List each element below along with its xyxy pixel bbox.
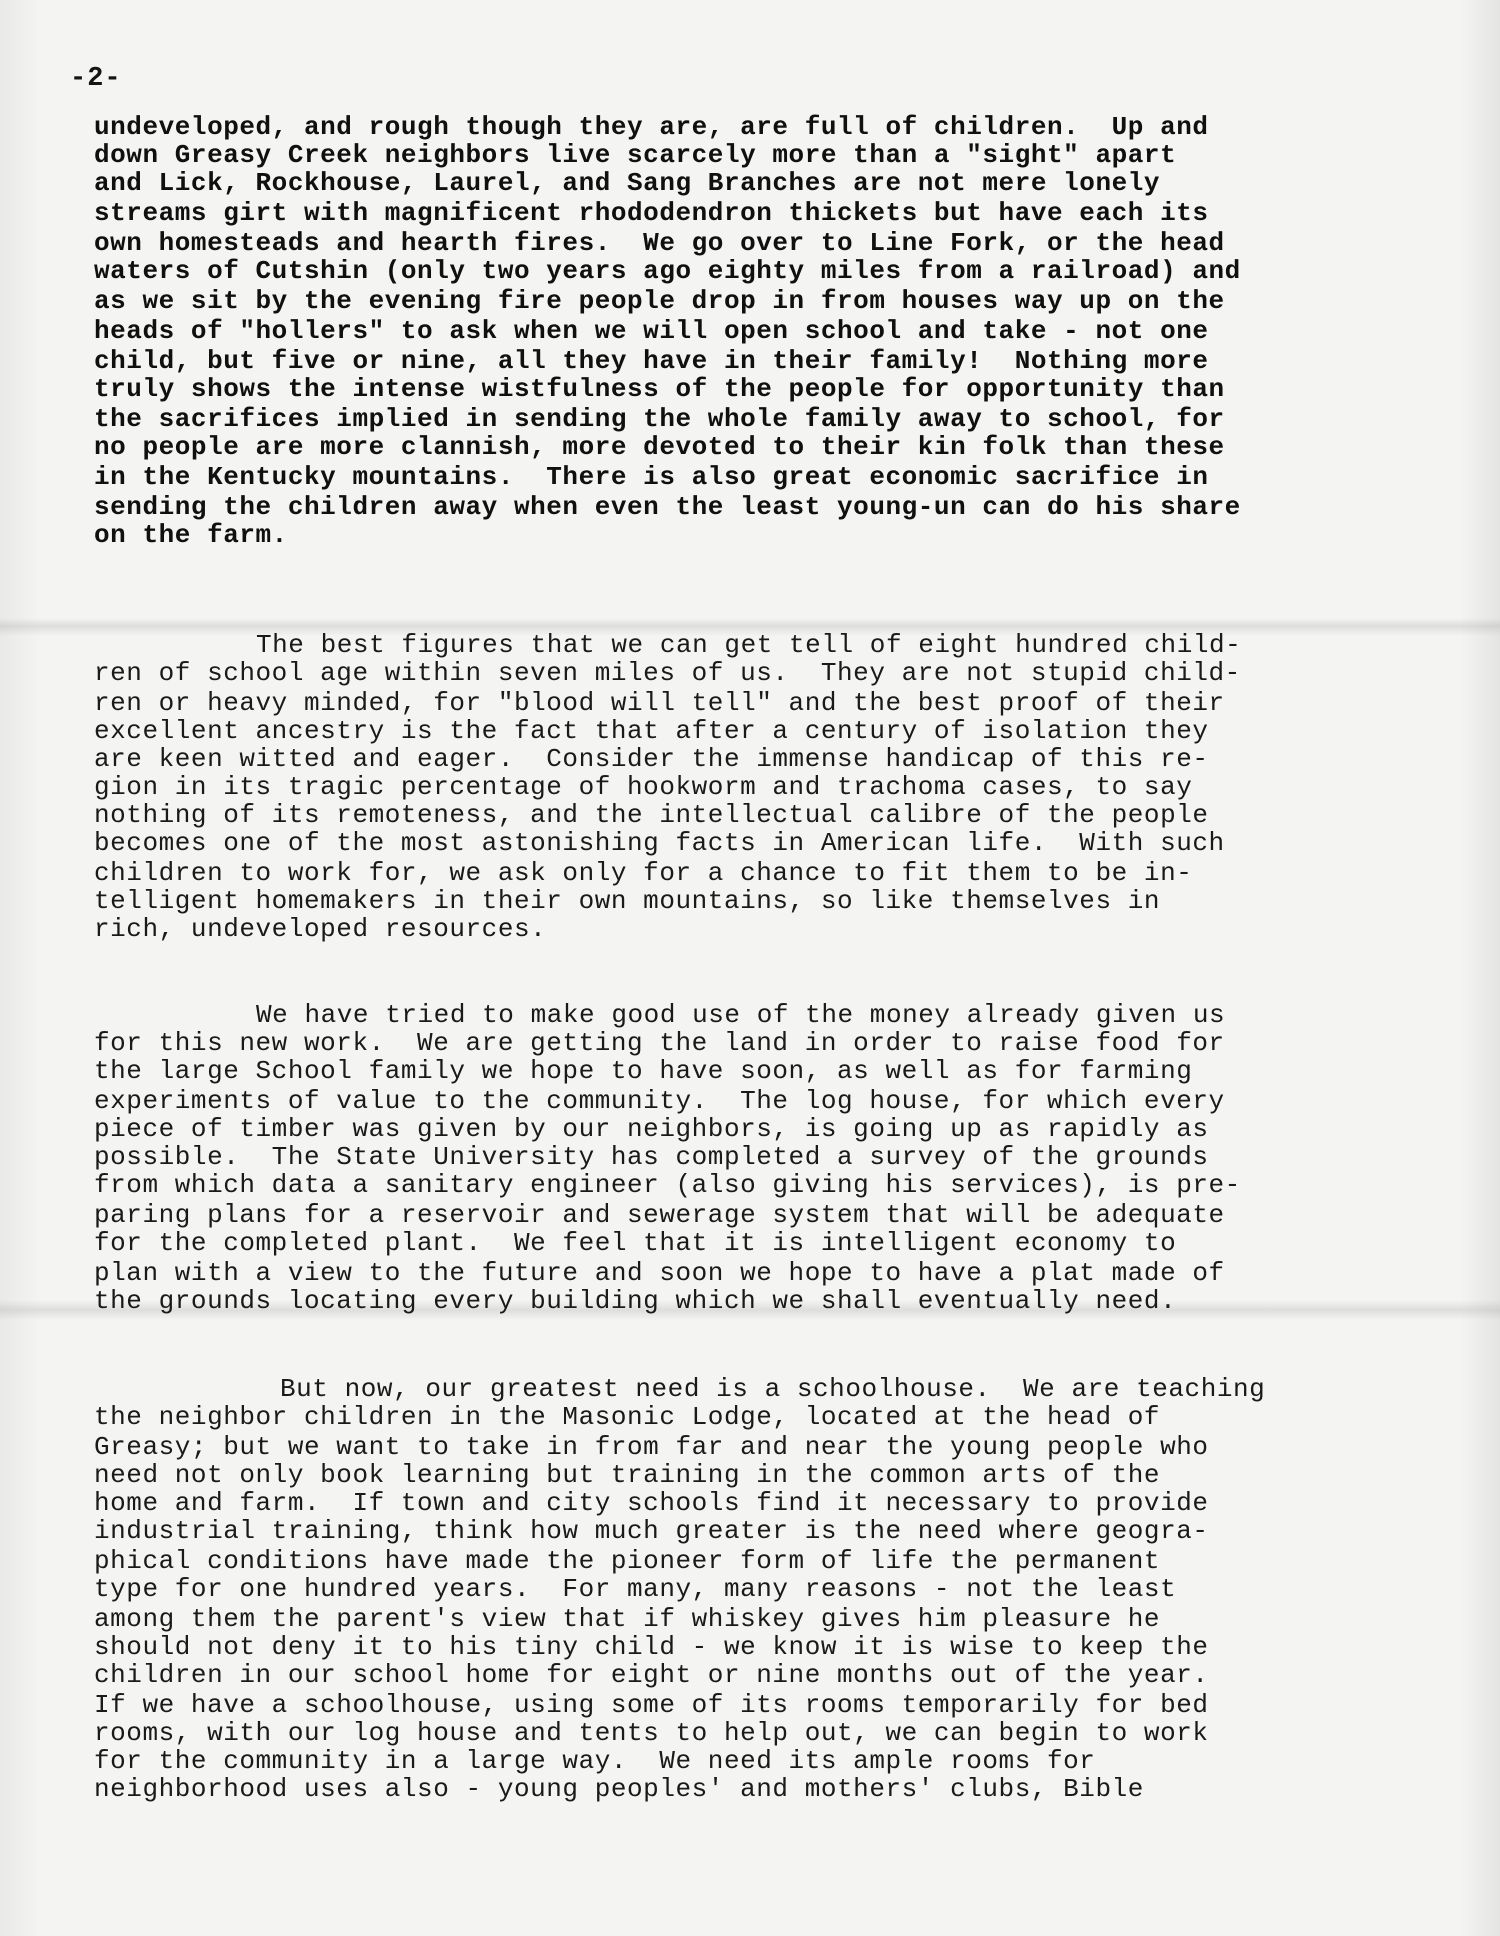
text-line: for the completed plant. We feel that it is intelligent economy to [94,1228,1177,1258]
text-line: home and farm. If town and city schools find it necessary to provide [94,1488,1209,1518]
text-line: becomes one of the most astonishing facts in American life. With such [94,828,1225,858]
text-line: ren or heavy minded, for "blood will tell" and the best proof of their [94,688,1225,718]
text-line: on the farm. [94,520,288,550]
text-line: We have tried to make good use of the money already given us [256,1000,1226,1030]
text-line: piece of timber was given by our neighbors, is going up as rapidly as [94,1114,1209,1144]
text-line: telligent homemakers in their own mountains, so like themselves in [94,886,1161,916]
text-line: heads of "hollers" to ask when we will open school and take - not one [94,316,1209,346]
text-line: need not only book learning but training in the common arts of the [94,1460,1161,1490]
text-line: among them the parent's view that if whiskey gives him pleasure he [94,1604,1161,1634]
text-line: child, but five or nine, all they have in their family! Nothing more [94,346,1209,376]
text-line: ren of school age within seven miles of us. They are not stupid child- [94,658,1241,688]
text-line: The best figures that we can get tell of eight hundred child- [256,630,1242,660]
text-line: down Greasy Creek neighbors live scarcely more than a "sight" apart [94,140,1177,170]
text-line: rich, undeveloped resources. [94,914,547,944]
text-line: truly shows the intense wistfulness of the people for opportunity than [94,374,1225,404]
text-line: Greasy; but we want to take in from far and near the young people who [94,1432,1209,1462]
page-number: -2- [70,64,122,94]
text-line: for this new work. We are getting the land in order to raise food for [94,1028,1225,1058]
text-line: rooms, with our log house and tents to help out, we can begin to work [94,1718,1209,1748]
text-line: waters of Cutshin (only two years ago eighty miles from a railroad) and [94,256,1241,286]
text-line: for the community in a large way. We need its ample rooms for [94,1746,1096,1776]
text-line: possible. The State University has completed a survey of the grounds [94,1142,1209,1172]
text-line: experiments of value to the community. The log house, for which every [94,1086,1225,1116]
text-line: the grounds locating every building which we shall eventually need. [94,1286,1177,1316]
text-line: own homesteads and hearth fires. We go over to Line Fork, or the head [94,228,1225,258]
text-line: neighborhood uses also - young peoples' and mothers' clubs, Bible [94,1774,1144,1804]
text-line: paring plans for a reservoir and sewerage system that will be adequate [94,1200,1225,1230]
text-line: and Lick, Rockhouse, Laurel, and Sang Branches are not mere lonely [94,168,1161,198]
text-line: plan with a view to the future and soon we hope to have a plat made of [94,1258,1225,1288]
text-line: are keen witted and eager. Consider the immense handicap of this re- [94,744,1209,774]
text-line: children in our school home for eight or nine months out of the year. [94,1660,1209,1690]
text-line: the sacrifices implied in sending the whole family away to school, for [94,404,1225,434]
text-line: nothing of its remoteness, and the intellectual calibre of the people [94,800,1209,830]
text-line: phical conditions have made the pioneer form of life the permanent [94,1546,1161,1576]
text-line: If we have a schoolhouse, using some of its rooms temporarily for bed [94,1690,1209,1720]
text-line: the large School family we hope to have soon, as well as for farming [94,1056,1193,1086]
text-line: children to work for, we ask only for a chance to fit them to be in- [94,858,1193,888]
text-line: the neighbor children in the Masonic Lodge, located at the head of [94,1402,1161,1432]
text-line: as we sit by the evening fire people drop in from houses way up on the [94,286,1225,316]
text-line: industrial training, think how much greater is the need where geogra- [94,1516,1209,1546]
text-line: streams girt with magnificent rhododendron thickets but have each its [94,198,1209,228]
text-line: in the Kentucky mountains. There is also great economic sacrifice in [94,462,1209,492]
text-line: should not deny it to his tiny child - we know it is wise to keep the [94,1632,1209,1662]
text-line: excellent ancestry is the fact that after a century of isolation they [94,716,1209,746]
text-line: from which data a sanitary engineer (also giving his services), is pre- [94,1170,1241,1200]
text-line: gion in its tragic percentage of hookworm and trachoma cases, to say [94,772,1193,802]
text-line: But now, our greatest need is a schoolhouse. We are teaching [280,1374,1266,1404]
text-line: type for one hundred years. For many, many reasons - not the least [94,1574,1177,1604]
text-line: undeveloped, and rough though they are, are full of children. Up and [94,112,1209,142]
text-line: no people are more clannish, more devoted to their kin folk than these [94,432,1225,462]
text-line: sending the children away when even the least young-un can do his share [94,492,1241,522]
